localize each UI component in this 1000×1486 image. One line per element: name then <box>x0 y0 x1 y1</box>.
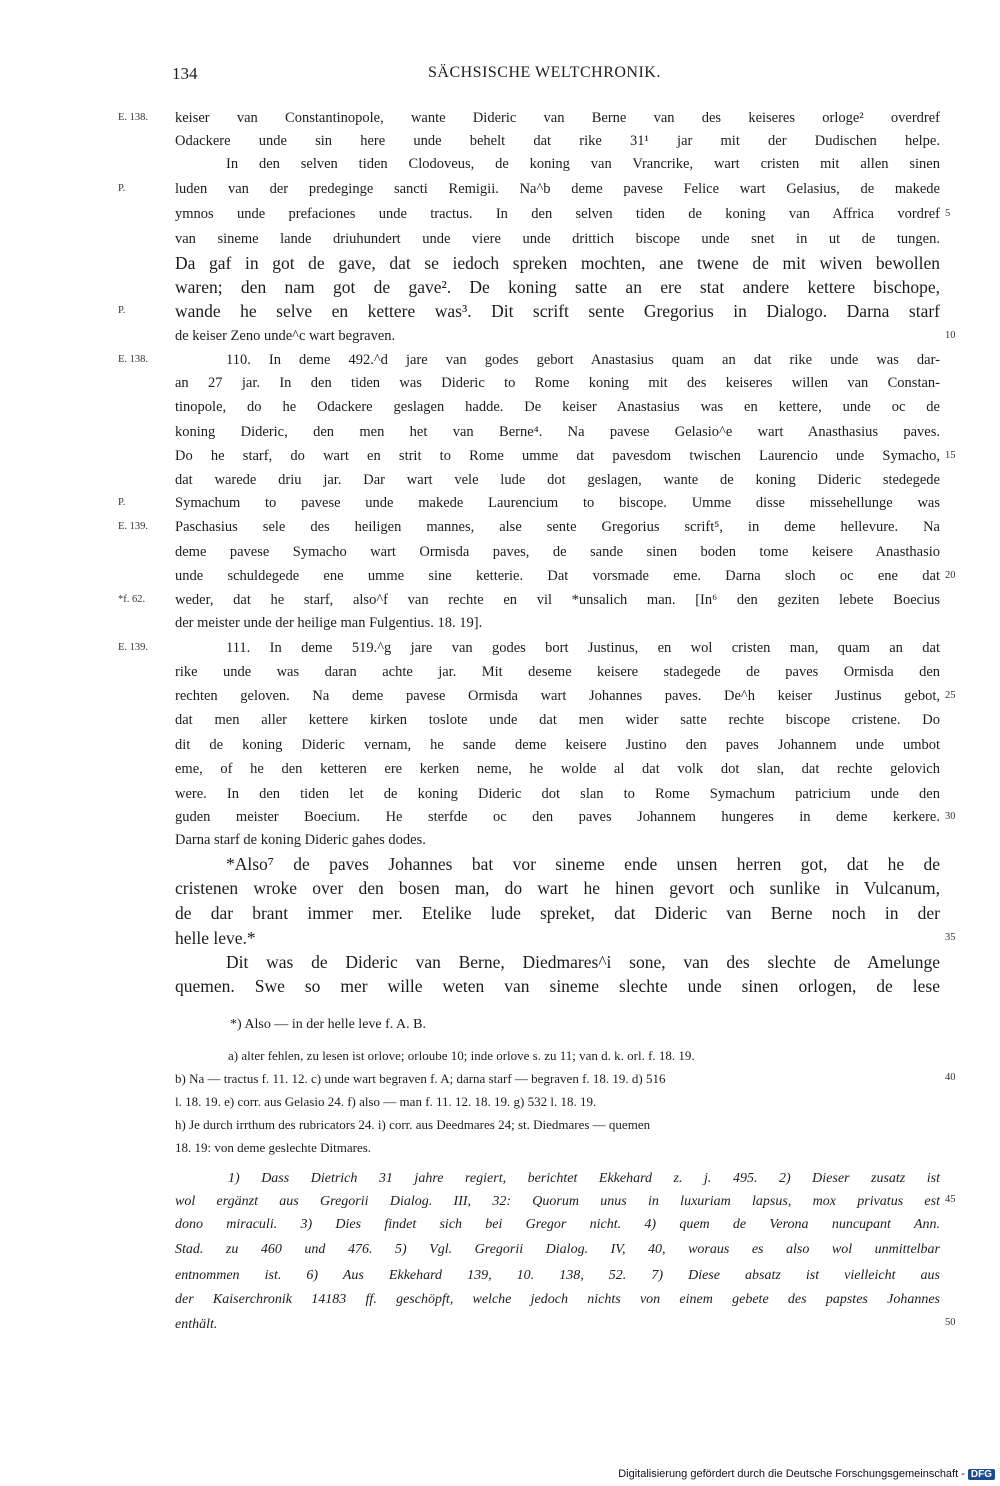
line-number: 40 <box>945 1072 956 1083</box>
margin-reference: E. 138. <box>118 354 149 365</box>
line-number: 20 <box>945 570 956 581</box>
text-line: Da gaf in got de gave, dat se iedoch spreken mochten, ane twene de mit wiven bewollen <box>175 253 940 273</box>
margin-reference: *f. 62. <box>118 594 146 605</box>
line-number: 25 <box>945 690 956 701</box>
text-line: guden meister Boecium. He sterfde oc den paves Johannem hungeres in deme kerkere. <box>175 809 940 825</box>
text-line: h) Je durch irrthum des rubricators 24. i) corr. aus Deedmares 24; st. Diedmares — quemen <box>175 1117 651 1132</box>
margin-reference: P. <box>118 183 126 194</box>
text-line: 1) Dass Dietrich 31 jahre regiert, berichtet Ekkehard z. j. 495. 2) Dieser zusatz ist <box>228 1171 940 1186</box>
text-line: weder, dat he starf, also^f van rechte en vil *unsalich man. [In⁶ den geziten lebete Boecius <box>175 592 940 608</box>
text-line: Darna starf de koning Dideric gahes dodes. <box>175 832 426 848</box>
text-line: tinopole, do he Odackere geslagen hadde. De keiser Anastasius was en kettere, unde oc de <box>175 399 940 415</box>
line-number: 5 <box>945 208 951 219</box>
text-line: Stad. zu 460 und 476. 5) Vgl. Gregorii Dialog. IV, 40, woraus es also wol unmittelbar <box>175 1242 940 1257</box>
margin-reference: P. <box>118 305 126 316</box>
text-line: quemen. Swe so mer wille weten van sineme slechte unde sinen orlogen, de lese <box>175 976 940 996</box>
text-line: wande he selve en kettere was³. Dit scrift sente Gregorius in Dialogo. Darna starf <box>175 301 940 321</box>
funding-text: Digitalisierung gefördert durch die Deutsche Forschungsgemeinschaft - <box>618 1468 965 1480</box>
text-line: deme pavese Symacho wart Ormisda paves, de sande sinen boden tome keisere Anasthasio <box>175 544 940 560</box>
text-line: Symachum to pavese unde makede Laurencium to biscope. Umme disse missehellunge was <box>175 495 940 511</box>
text-line: were. In den tiden let de koning Dideric dot slan to Rome Symachum patricium unde den <box>175 786 940 802</box>
text-line: an 27 jar. In den tiden was Dideric to Rome koning mit des keiseres willen van Constan- <box>175 375 940 391</box>
text-line: dat warede driu jar. Dar wart vele lude dot geslagen, wante de koning Dideric stedegede <box>175 472 940 488</box>
line-number: 50 <box>945 1317 956 1328</box>
text-line: *Also⁷ de paves Johannes bat vor sineme ende unsen herren got, dat he de <box>226 854 940 874</box>
text-line: der Kaiserchronik 14183 ff. geschöpft, welche jedoch nichts von einem gebete des papstes Johannes <box>175 1292 940 1307</box>
line-number: 30 <box>945 811 956 822</box>
text-line: koning Dideric, den men het van Berne⁴. Na pavese Gelasio^e wart Anasthasius paves. <box>175 424 940 440</box>
text-line: Dit was de Dideric van Berne, Diedmares^i sone, van des slechte de Amelunge <box>226 952 940 972</box>
text-line: entnommen ist. 6) Aus Ekkehard 139, 10. 138, 52. 7) Diese absatz ist vielleicht aus <box>175 1268 940 1283</box>
text-line: keiser van Constantinopole, wante Dideric van Berne van des keiseres orloge² overdref <box>175 110 940 126</box>
text-line: van sineme lande driuhundert unde viere unde drittich biscope unde snet in ut de tungen. <box>175 231 940 247</box>
text-line: 111. In deme 519.^g jare van godes bort Justinus, en wol cristen man, quam an dat <box>226 640 940 656</box>
text-line: Do he starf, do wart en strit to Rome umme dat pavesdom twischen Laurencio unde Symacho, <box>175 448 940 464</box>
text-line: 110. In deme 492.^d jare van godes gebort Anastasius quam an dat rike unde was dar- <box>226 352 940 368</box>
text-line: eme, of he den ketteren ere kerken neme, he wolde al dat volk dot slan, dat rechte gelovich <box>175 761 940 777</box>
margin-reference: P. <box>118 497 126 508</box>
page-number: 134 <box>172 64 198 83</box>
line-number: 15 <box>945 450 956 461</box>
text-line: de keiser Zeno unde^c wart begraven. <box>175 328 396 344</box>
text-line: rechten geloven. Na deme pavese Ormisda wart Johannes paves. De^h keiser Justinus gebot, <box>175 688 940 704</box>
text-line: b) Na — tractus f. 11. 12. c) unde wart begraven f. A; darna starf — begraven f. 18. 19. d) 516 <box>175 1071 666 1086</box>
text-line: Paschasius sele des heiligen mannes, alse sente Gregorius scrift⁵, in deme hellevure. Na <box>175 519 940 535</box>
text-line: Odackere unde sin here unde behelt dat rike 31¹ jar mit der Dudischen helpe. <box>175 133 940 149</box>
text-line: a) alter fehlen, zu lesen ist orlove; orloube 10; inde orlove s. zu 11; van d. k. orl. f. 18. 19. <box>228 1048 695 1063</box>
funding-footer <box>600 1468 995 1484</box>
text-line: der meister unde der heilige man Fulgentius. 18. 19]. <box>175 615 483 631</box>
line-number: 10 <box>945 330 956 341</box>
text-line: luden van der predeginge sancti Remigii. Na^b deme pavese Felice wart Gelasius, de makede <box>175 181 940 197</box>
text-line: dat men aller kettere kirken toslote unde dat men wider satte rechte biscope cristene. Do <box>175 712 940 728</box>
text-line: 18. 19: von deme geslechte Ditmares. <box>175 1140 372 1155</box>
running-title: SÄCHSISCHE WELTCHRONIK. <box>428 64 661 81</box>
text-line: dit de koning Dideric vernam, he sande deme keisere Justino den paves Johannem unde umbot <box>175 737 940 753</box>
text-line: cristenen wroke over den bosen man, do wart he hinen gevort och sunlike in Vulcanum, <box>175 878 940 898</box>
text-line: l. 18. 19. e) corr. aus Gelasio 24. f) also — man f. 11. 12. 18. 19. g) 532 l. 18. 19. <box>175 1094 597 1109</box>
text-line: waren; den nam got de gave². De koning satte an ere stat andere kettere bischope, <box>175 277 940 297</box>
text-line: In den selven tiden Clodoveus, de koning van Vrancrike, wart cristen mit allen sinen <box>226 156 940 172</box>
dfg-logo: DFG <box>968 1469 995 1480</box>
margin-reference: E. 139. <box>118 521 149 532</box>
line-number: 35 <box>945 932 956 943</box>
line-number: 45 <box>945 1194 956 1205</box>
text-line: de dar brant immer mer. Etelike lude spreket, dat Dideric van Berne noch in der <box>175 903 940 923</box>
text-line: ymnos unde prefaciones unde tractus. In den selven tiden de koning van Affrica vordref <box>175 206 940 222</box>
text-line: dono miraculi. 3) Dies findet sich bei Gregor nicht. 4) quem de Verona nuncupant Ann. <box>175 1217 940 1232</box>
margin-reference: E. 139. <box>118 642 149 653</box>
text-line: rike unde was daran achte jar. Mit deseme keisere stadegede de paves Ormisda den <box>175 664 940 680</box>
interpolation-note: *) Also — in der helle leve f. A. B. <box>230 1017 426 1032</box>
text-line: helle leve.* <box>175 928 256 948</box>
text-line: enthält. <box>175 1317 218 1332</box>
text-line: wol ergänzt aus Gregorii Dialog. III, 32: Quorum unus in luxuriam lapsus, mox privatus est <box>175 1194 940 1209</box>
text-line: unde schuldegede ene umme sine ketterie. Dat vorsmade eme. Darna sloch oc ene dat <box>175 568 940 584</box>
margin-reference: E. 138. <box>118 112 149 123</box>
